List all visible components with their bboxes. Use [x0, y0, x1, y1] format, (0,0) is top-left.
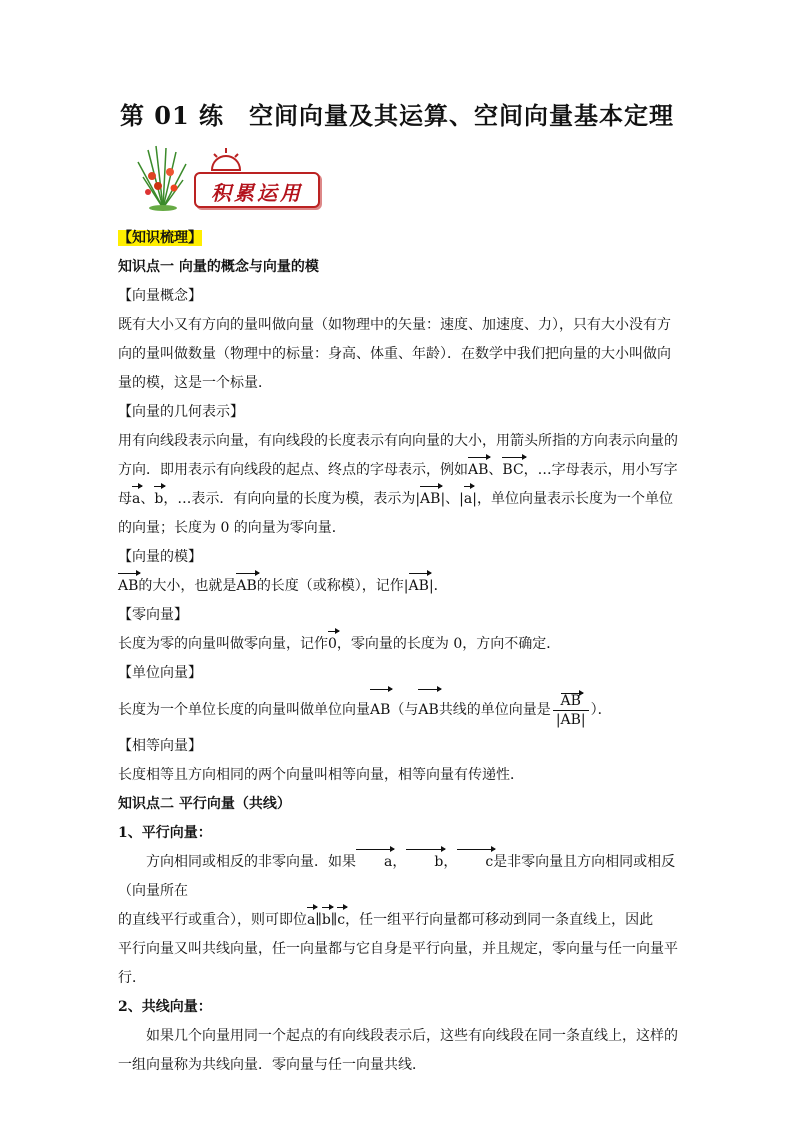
parallel-line: 方向相同或相反的非零向量．如果 a， b， c是非零向量且方向相同或相反（向量所在: [118, 848, 678, 906]
modulus-line: AB的大小，也就是AB的长度（或称模），记作|AB|．: [118, 572, 678, 601]
vector-c: c: [457, 848, 493, 877]
zero-heading: 【零向量】: [118, 607, 188, 623]
geo-line: 用有向线段表示向量，有向线段的长度表示有向向量的大小，用箭头所指的方向表示向量的: [118, 433, 678, 449]
unit-vector-fraction: $\frac{AB}{|AB|}$: [553, 692, 589, 729]
concept-line: 既有大小又有方向的量叫做向量（如物理中的矢量：速度、加速度、力），只有大小没有方: [118, 317, 671, 333]
geo-line: 母a、b，…表示．有向向量的长度为模，表示为|AB|、|a|，单位向量表示长度为一个单位: [118, 485, 678, 514]
collinear-heading: 2、共线向量：: [118, 999, 212, 1015]
parallel-line: 的直线平行或重合），则可即位a∥b∥c，任一组平行向量都可移动到同一条直线上，因此: [118, 906, 678, 935]
geo-line: 方向．即用表示有向线段的起点、终点的字母表示，例如AB、BC，…字母表示，用小写字: [118, 456, 678, 485]
geo-heading: 【向量的几何表示】: [118, 404, 244, 420]
page-title: 第 01 练 空间向量及其运算、空间向量基本定理: [119, 101, 675, 130]
flower-plant-icon: [128, 142, 198, 212]
parallel-line: 平行向量又叫共线向量，任一向量都与它自身是平行向量，并且规定，零向量与任一向量平: [118, 941, 678, 957]
geo-line: 的向量；长度为 0 的向量为零向量．: [118, 520, 346, 536]
banner-label-box: [194, 172, 320, 208]
concept-line: 量的模，这是一个标量．: [118, 375, 272, 391]
vector-b: b: [154, 485, 163, 514]
concept-line: 向的量叫做数量（物理中的标量：身高、体重、年龄）．在数学中我们把向量的大小叫做向: [118, 346, 671, 362]
kp2-heading: 知识点二 平行向量（共线）: [118, 796, 291, 812]
content: [118, 224, 678, 1080]
parallel-line: 行．: [118, 970, 146, 986]
zero-line: 长度为零的向量叫做零向量，记作0，零向量的长度为 0，方向不确定．: [118, 630, 678, 659]
equal-line: 长度相等且方向相同的两个向量叫相等向量，相等向量有传递性．: [118, 767, 524, 783]
equal-heading: 【相等向量】: [118, 738, 202, 754]
vector-AB: AB: [468, 456, 488, 485]
concept-heading: 【向量概念】: [118, 288, 202, 304]
collinear-line: 一组向量称为共线向量．零向量与任一向量共线．: [118, 1057, 426, 1073]
sun-icon: [206, 144, 246, 174]
section-tag: 【知识梳理】: [118, 230, 202, 246]
vector-a: a: [132, 485, 140, 514]
modulus-heading: 【向量的模】: [118, 549, 202, 565]
unit-line: 长度为一个单位长度的向量叫做单位向量AB（与AB共线的单位向量是 $\frac{AB}{|AB|}$ ）．: [118, 688, 678, 732]
unit-heading: 【单位向量】: [118, 665, 202, 681]
collinear-line: 如果几个向量用同一个起点的有向线段表示后，这些有向线段在同一条直线上，这样的: [146, 1028, 678, 1044]
banner-label: 积累运用: [211, 181, 303, 205]
banner: [128, 142, 328, 212]
kp1-heading: 知识点一 向量的概念与向量的模: [118, 259, 319, 275]
vector-BC: BC: [502, 456, 523, 485]
parallel-heading: 1、平行向量：: [118, 825, 212, 841]
vector-zero: 0: [328, 630, 337, 659]
